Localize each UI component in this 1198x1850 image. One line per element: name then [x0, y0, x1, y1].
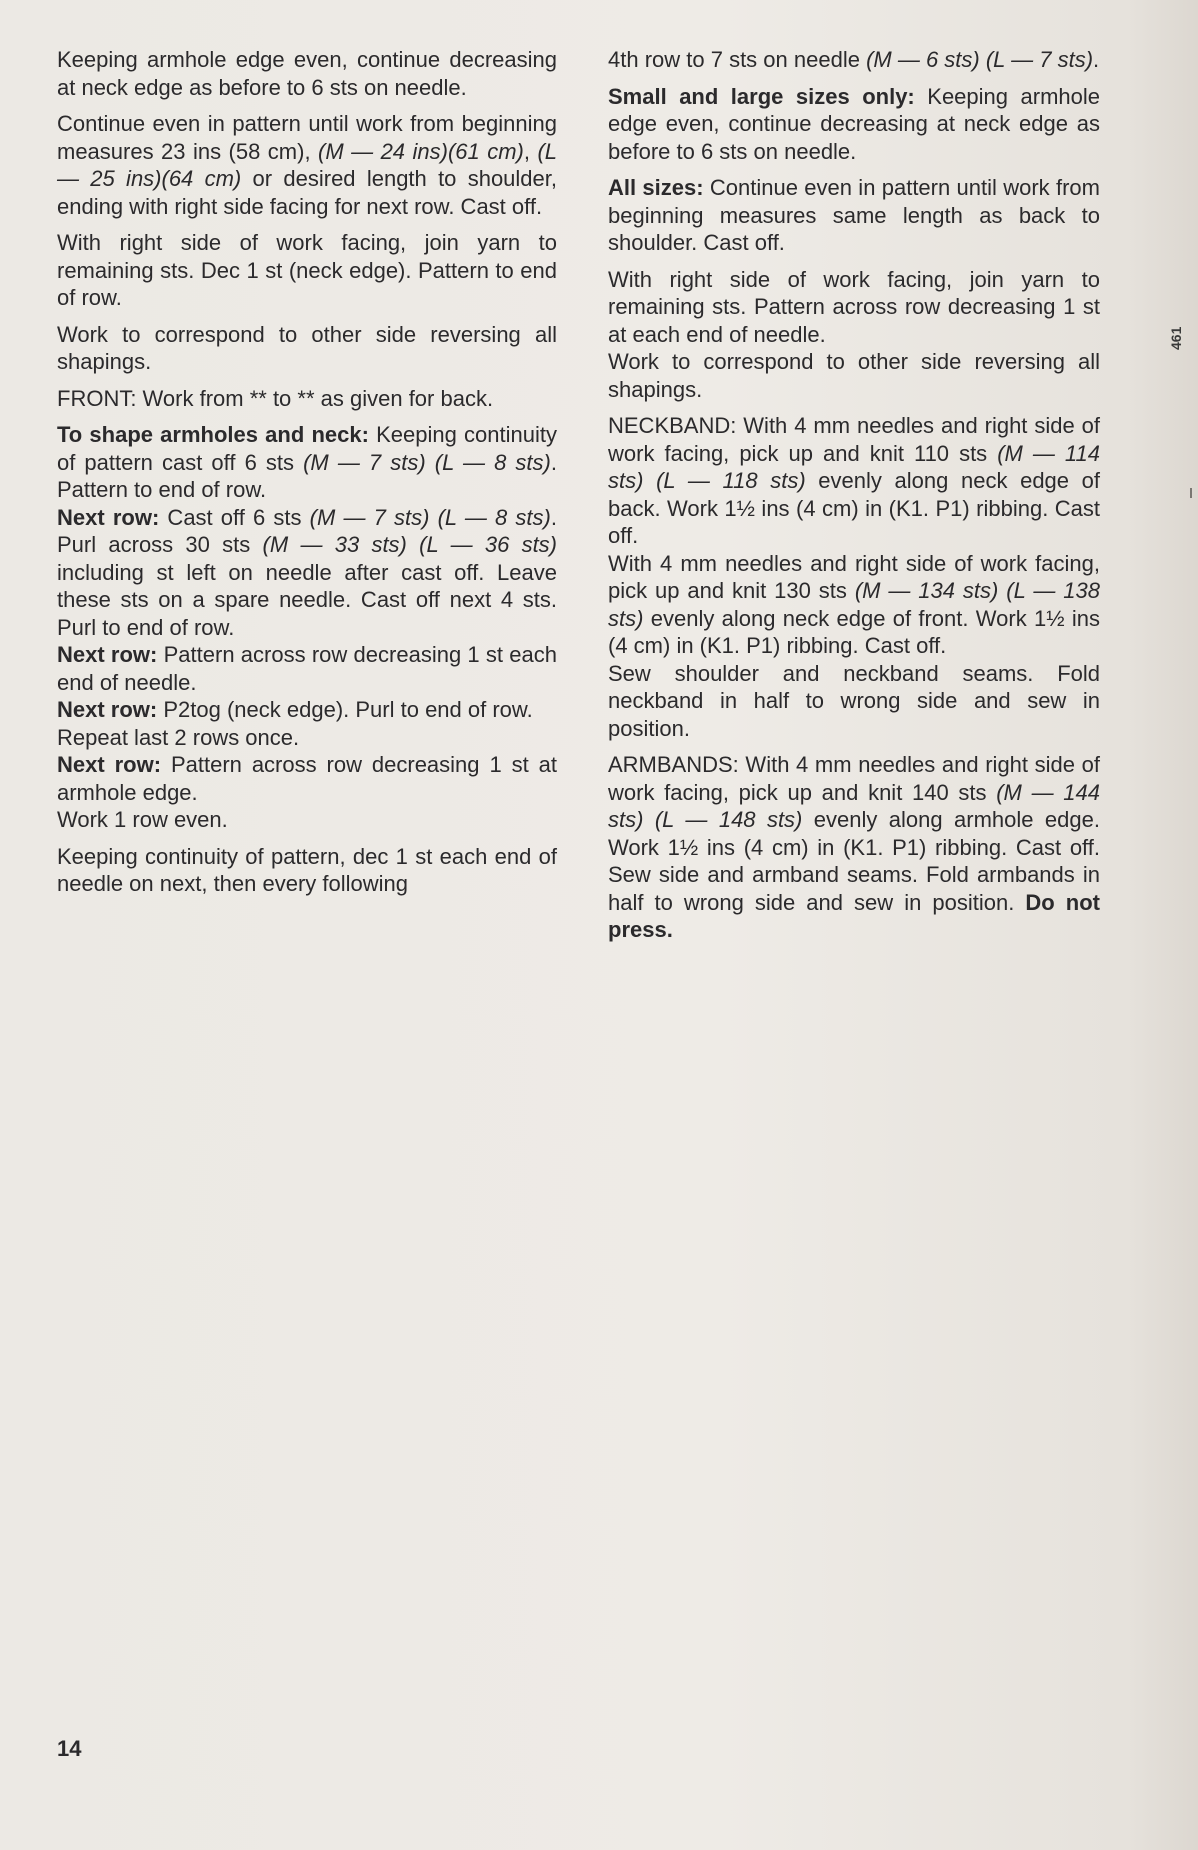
- paragraph: Sew shoulder and neckband seams. Fold neckband in half to wrong side and sew in position.: [608, 660, 1100, 741]
- paragraph: Next row: P2tog (neck edge). Purl to end of row.: [57, 697, 533, 722]
- edge-code: 461: [1168, 326, 1184, 350]
- paragraph: 4th row to 7 sts on needle (M — 6 sts) (L — 7 sts).: [608, 47, 1100, 72]
- paragraph: Keeping armhole edge even, continue decreasing at neck edge as before to 6 sts on needle.: [57, 47, 557, 100]
- paragraph: With 4 mm needles and right side of work facing, pick up and knit 130 sts (M — 134 sts) (L — 138 sts) evenly along neck edge of front. Work 1½ ins (4 cm) in (K1. P1) ribbing. Cast off.: [608, 550, 1100, 658]
- section-heading: Next row:: [57, 504, 160, 530]
- paragraph: ARMBANDS: With 4 mm needles and right side of work facing, pick up and knit 140 sts (M — 144 sts) (L — 148 sts) evenly along armhole edge. Work 1½ ins (4 cm) in (K1. P1) ribbing. Cast off. Sew side and armband seams. Fold armbands in half to wrong side and sew in position. Do not press.: [608, 752, 1100, 942]
- paragraph: Work to correspond to other side reversing all shapings.: [608, 349, 1100, 402]
- paragraph: Next row: Pattern across row decreasing 1 st each end of needle.: [57, 642, 557, 695]
- section-heading: Next row:: [57, 752, 162, 777]
- paragraph: Next row: Pattern across row decreasing 1 st at armhole edge.: [57, 752, 557, 805]
- paragraph: Work 1 row even.: [57, 807, 228, 832]
- do-not-press-note: Do not press.: [608, 889, 1100, 942]
- section-heading: Next row:: [57, 697, 158, 722]
- page-number: 14: [57, 1736, 82, 1761]
- right-column: [608, 46, 1100, 953]
- paragraph: All sizes: Continue even in pattern until work from beginning measures same length as back to shoulder. Cast off.: [608, 175, 1100, 255]
- section-heading: Next row:: [57, 642, 158, 667]
- paragraph: Small and large sizes only: Keeping armhole edge even, continue decreasing at neck edge as before to 6 sts on needle.: [608, 83, 1100, 164]
- paragraph: Next row: Cast off 6 sts (M — 7 sts) (L — 8 sts). Purl across 30 sts (M — 33 sts) (L — 36 sts) including st left on needle after cast off. Leave these sts on a spare needle. Cast off next 4 sts. Purl to end of row.: [57, 504, 558, 640]
- paragraph: With right side of work facing, join yarn to remaining sts. Dec 1 st (neck edge). Pattern to end of row.: [57, 230, 557, 310]
- paragraph: With right side of work facing, join yarn to remaining sts. Pattern across row decreasing 1 st at each end of needle.: [608, 266, 1100, 347]
- left-column: [57, 46, 557, 907]
- section-heading: All sizes:: [608, 175, 704, 200]
- section-heading: Small and large sizes only:: [608, 83, 915, 109]
- paragraph: Continue even in pattern until work from beginning measures 23 ins (58 cm), (M — 24 ins)(61 cm), (L — 25 ins)(64 cm) or desired length to shoulder, ending with right side facing for next row. Cast off.: [57, 111, 557, 219]
- paragraph: Repeat last 2 rows once.: [57, 724, 300, 750]
- paragraph: To shape armholes and neck: Keeping continuity of pattern cast off 6 sts (M — 7 sts) (L — 8 sts). Pattern to end of row.: [57, 422, 557, 502]
- paragraph: NECKBAND: With 4 mm needles and right side of work facing, pick up and knit 110 sts (M — 114 sts) (L — 118 sts) evenly along neck edge of back. Work 1½ ins (4 cm) in (K1. P1) ribbing. Cast off.: [608, 413, 1101, 548]
- edge-tick: [1190, 488, 1192, 498]
- section-heading: To shape armholes and neck:: [57, 422, 369, 447]
- paragraph: Keeping continuity of pattern, dec 1 st each end of needle on next, then every following: [57, 843, 557, 896]
- paragraph: FRONT: Work from ** to ** as given for back.: [57, 385, 494, 411]
- paragraph: Work to correspond to other side reversing all shapings.: [57, 321, 557, 374]
